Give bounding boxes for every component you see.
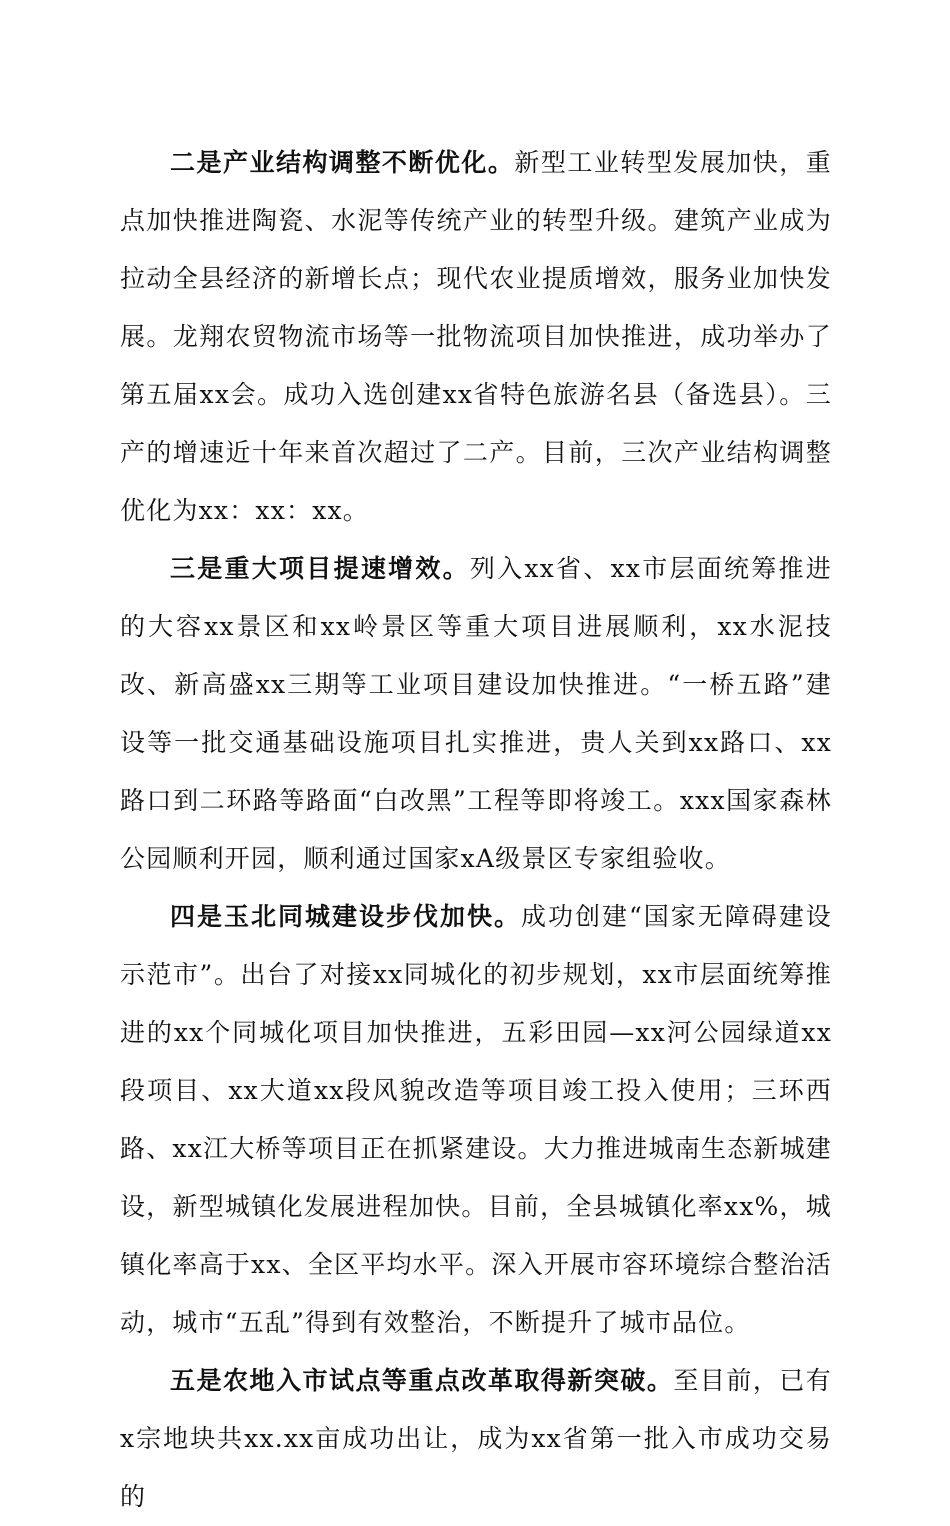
- paragraph-industry-structure: [120, 134, 832, 540]
- paragraph-lead: 二是产业结构调整不断优化。: [170, 148, 515, 177]
- paragraph-body: 成功创建“国家无障碍建设示范市”。出台了对接xx同城化的初步规划，xx市层面统筹推进的xx个同城化项目加快推进，五彩田园—xx河公园绿道xx段项目、xx大道xx段风貌改造等项目竣工投入使用；三环西路、xx江大桥等项目正在抓紧建设。大力推进城南生态新城建设，新型城镇化发展进程加快。目前，全县城镇化率xx%，城镇化率高于xx、全区平均水平。深入开展市容环境综合整治活动，城市“五乱”得到有效整治，不断提升了城市品位。: [120, 902, 832, 1337]
- paragraph-lead: 五是农地入市试点等重点改革取得新突破。: [170, 1366, 674, 1395]
- document-body: [120, 134, 832, 1526]
- paragraph-body: 列入xx省、xx市层面统筹推进的大容xx景区和xx岭景区等重大项目进展顺利，xx水泥技改、新高盛xx三期等工业项目建设加快推进。“一桥五路”建设等一批交通基础设施项目扎实推进，贵人关到xx路口、xx路口到二环路等路面“白改黑”工程等即将竣工。xxx国家森林公园顺利开园，顺利通过国家xA级景区专家组验收。: [120, 554, 832, 873]
- paragraph-major-projects: [120, 540, 832, 888]
- paragraph-lead: 三是重大项目提速增效。: [170, 554, 470, 583]
- paragraph-body: 新型工业转型发展加快，重点加快推进陶瓷、水泥等传统产业的转型升级。建筑产业成为拉动全县经济的新增长点；现代农业提质增效，服务业加快发展。龙翔农贸物流市场等一批物流项目加快推进，成功举办了第五届xx会。成功入选创建xx省特色旅游名县（备选县）。三产的增速近十年来首次超过了二产。目前，三次产业结构调整优化为xx：xx：xx。: [120, 148, 832, 525]
- paragraph-lead: 四是玉北同城建设步伐加快。: [170, 902, 522, 931]
- paragraph-body: 至目前，已有x宗地块共xx.xx亩成功出让，成为xx省第一批入市成功交易的: [120, 1366, 832, 1511]
- paragraph-urban-integration: [120, 888, 832, 1352]
- paragraph-land-reform: [120, 1352, 832, 1526]
